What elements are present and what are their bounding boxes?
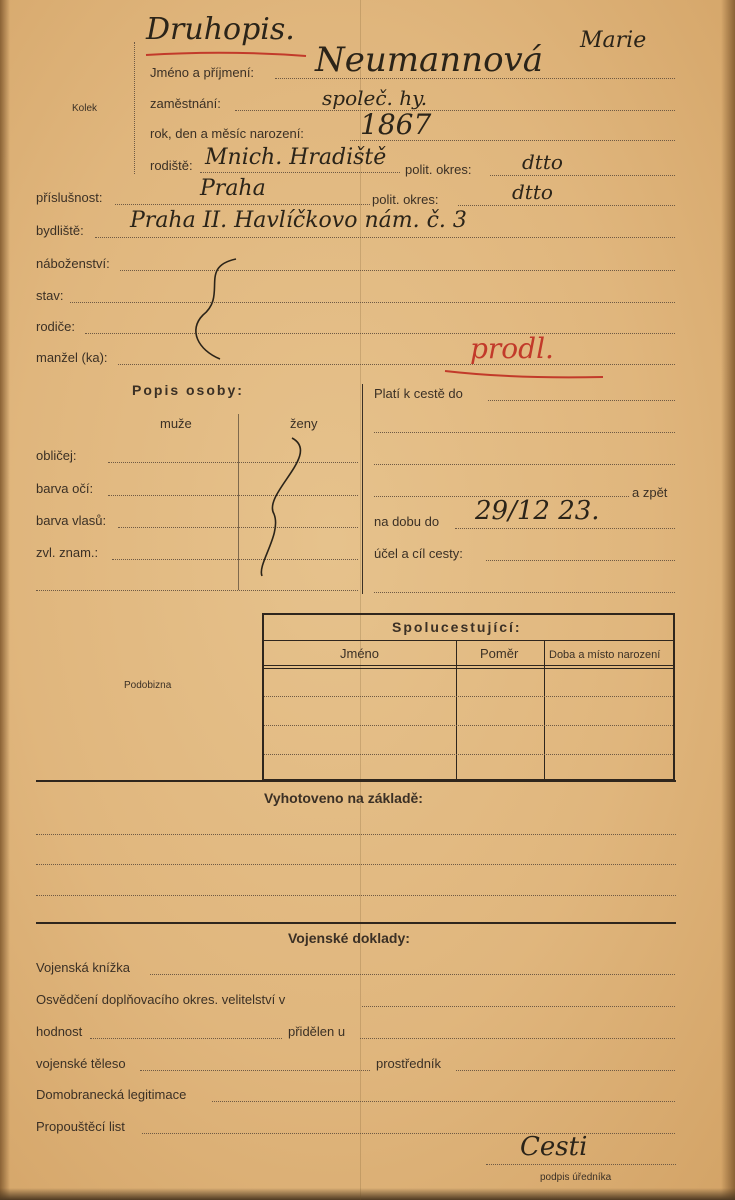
official-signature: Cesti [520, 1132, 588, 1162]
photo-section-rule [36, 780, 676, 782]
purpose-line [486, 560, 675, 561]
issued-line-3 [36, 895, 676, 896]
companions-heading: Spolucestující: [392, 619, 522, 635]
status-label: stav: [36, 288, 64, 303]
military-certificate-label: Osvědčení doplňovacího okres. velitelství v [36, 992, 286, 1007]
description-extra-line [36, 590, 358, 591]
issued-heading: Vyhotoveno na základě: [264, 790, 423, 806]
companions-col-name: Jméno [340, 646, 380, 661]
military-intermediary-line [456, 1070, 675, 1071]
handwritten-occupation: společ. hy. [322, 86, 428, 110]
birth-label: rok, den a měsíc narození: [150, 126, 304, 141]
handwritten-district-2: dtto [512, 180, 553, 204]
handwritten-birth-year: 1867 [360, 108, 432, 141]
travel-line-2 [374, 432, 675, 433]
military-home-guard-label: Domobranecká legitimace [36, 1087, 187, 1102]
women-bracket-stroke [252, 434, 312, 584]
travel-line-3 [374, 464, 675, 465]
description-heading: Popis osoby: [132, 382, 244, 398]
signature-caption: podpis úředníka [540, 1172, 612, 1183]
paper-edge-bottom [0, 1188, 735, 1200]
signature-line [486, 1164, 676, 1165]
occupation-label: zaměstnání: [150, 96, 221, 111]
handwritten-first-name: Marie [580, 28, 647, 53]
parents-line [85, 333, 675, 334]
paper-edge-left [0, 0, 10, 1200]
issued-section-rule [36, 922, 676, 924]
citizenship-label: příslušnost: [36, 190, 103, 205]
residence-label: bydliště: [36, 223, 84, 238]
companions-table [262, 613, 675, 781]
face-line [108, 462, 358, 463]
paper-fold [360, 0, 361, 1200]
military-certificate-line [362, 1006, 675, 1007]
column-men: muže [160, 416, 192, 431]
paper-edge-right [721, 0, 735, 1200]
handwritten-spouse-note: prodl. [470, 332, 554, 365]
district-line-2 [458, 205, 675, 206]
companions-col-divider-2 [544, 640, 545, 781]
military-intermediary-label: prostředník [376, 1056, 442, 1071]
eye-label: barva očí: [36, 481, 94, 496]
citizenship-line [115, 204, 370, 205]
companions-col-divider-1 [456, 640, 457, 781]
companions-row-1 [264, 696, 673, 697]
religion-label: náboženství: [36, 256, 110, 271]
status-line [70, 302, 675, 303]
valid-travel-label: Platí k cestě do [374, 386, 463, 401]
photo-label: Podobizna [124, 680, 172, 691]
companions-col-relation: Poměr [480, 646, 519, 661]
companions-subheader-rule-2 [262, 668, 675, 669]
birthplace-line [200, 172, 400, 173]
district-label-2: polit. okres: [372, 192, 439, 207]
name-label: Jméno a příjmení: [150, 65, 255, 80]
handwritten-birthplace: Mnich. Hradiště [205, 145, 387, 170]
spouse-note-underline [445, 365, 605, 385]
description-column-divider [238, 414, 239, 590]
military-booklet-line [150, 974, 675, 975]
hair-line [118, 527, 358, 528]
purpose-label: účel a cíl cesty: [374, 546, 463, 561]
military-booklet-label: Vojenská knížka [36, 960, 130, 975]
face-label: obličej: [36, 448, 77, 463]
military-unit-label: vojenské těleso [36, 1056, 126, 1071]
valid-travel-line [488, 400, 675, 401]
companions-col-birth: Doba a místo narození [549, 649, 661, 661]
companions-subheader-rule [262, 665, 675, 666]
companions-row-2 [264, 725, 673, 726]
issued-line-1 [36, 834, 676, 835]
military-discharge-line [142, 1133, 675, 1134]
stamp-box-label: Kolek [72, 103, 98, 114]
birthplace-label: rodiště: [150, 158, 193, 173]
hair-label: barva vlasů: [36, 513, 107, 528]
district-label: polit. okres: [405, 162, 472, 177]
section-divider [362, 384, 363, 594]
military-rank-line [90, 1038, 282, 1039]
district-line [490, 175, 675, 176]
handwritten-citizenship: Praha [200, 176, 266, 201]
military-discharge-label: Propouštěcí list [36, 1119, 125, 1134]
religion-bracket-stroke [188, 255, 248, 365]
handwritten-residence: Praha II. Havlíčkovo nám. č. 3 [130, 208, 467, 233]
travel-line-6 [374, 592, 675, 593]
return-label: a zpět [632, 485, 668, 500]
handwritten-district: dtto [522, 150, 563, 174]
occupation-line [235, 110, 675, 111]
period-label: na dobu do [374, 514, 440, 529]
companions-header-rule [262, 640, 675, 641]
spouse-label: manžel (ka): [36, 350, 108, 365]
military-rank-label: hodnost [36, 1024, 83, 1039]
companions-row-3 [264, 754, 673, 755]
military-home-guard-line [212, 1101, 675, 1102]
title-underline [146, 50, 316, 60]
column-women: ženy [290, 416, 318, 431]
handwritten-title: Druhopis. [146, 12, 295, 47]
period-line [455, 528, 675, 529]
parents-label: rodiče: [36, 319, 76, 334]
issued-line-2 [36, 864, 676, 865]
handwritten-valid-until: 29/12 23. [475, 496, 600, 526]
residence-line [95, 237, 675, 238]
military-heading: Vojenské doklady: [288, 930, 410, 946]
marks-label: zvl. znam.: [36, 545, 99, 560]
eye-line [108, 495, 358, 496]
handwritten-surname: Neumannová [315, 40, 544, 80]
military-assigned-label: přidělen u [288, 1024, 346, 1039]
military-assigned-line [360, 1038, 675, 1039]
military-unit-line [140, 1070, 370, 1071]
marks-line [112, 559, 358, 560]
